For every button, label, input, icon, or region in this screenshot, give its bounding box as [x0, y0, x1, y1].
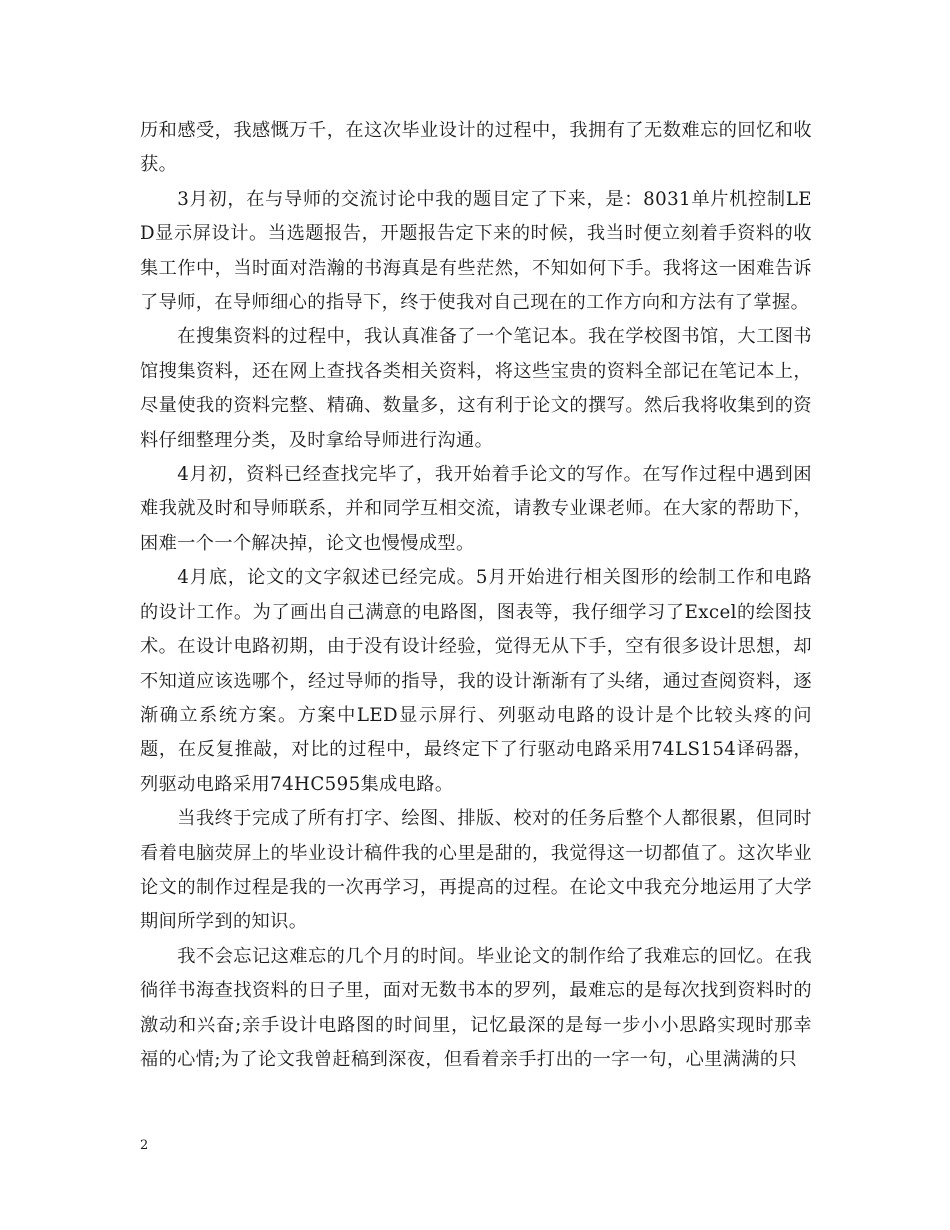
document-body — [140, 114, 812, 1077]
paragraph-6: 当我终于完成了所有打字、绘图、排版、校对的任务后整个人都很累，但同时看着电脑荧屏上的毕业设计稿件我的心里是甜的，我觉得这一切都值了。这次毕业论文的制作过程是我的一次再学习，再提高的过程。在论文中我充分地运用了大学期间所学到的知识。 — [140, 808, 812, 933]
paragraph-1: 历和感受，我感慨万千，在这次毕业设计的过程中，我拥有了无数难忘的回忆和收获。 — [140, 120, 812, 176]
paragraph-2: 3月初，在与导师的交流讨论中我的题目定了下来，是：8031单片机控制LED显示屏设计。当选题报告，开题报告定下来的时候，我当时便立刻着手资料的收集工作中，当时面对浩瀚的书海真是有些茫然，不知如何下手。我将这一困难告诉了导师，在导师细心的指导下，终于使我对自己现在的工作方向和方法有了掌握。 — [140, 188, 812, 314]
paragraph-4: 4月初，资料已经查找完毕了，我开始着手论文的写作。在写作过程中遇到困难我就及时和导师联系，并和同学互相交流，请教专业课老师。在大家的帮助下，困难一个一个解决掉，论文也慢慢成型。 — [140, 464, 812, 554]
paragraph-7: 我不会忘记这难忘的几个月的时间。毕业论文的制作给了我难忘的回忆。在我徜徉书海查找资料的日子里，面对无数书本的罗列，最难忘的是每次找到资料时的激动和兴奋;亲手设计电路图的时间里，记忆最深的是每一步小小思路实现时那幸福的心情;为了论文我曾赶稿到深夜，但看着亲手打出的一字一句，心里满满的只 — [140, 945, 812, 1070]
paragraph-5: 4月底，论文的文字叙述已经完成。5月开始进行相关图形的绘制工作和电路的设计工作。为了画出自己满意的电路图，图表等，我仔细学习了Excel的绘图技术。在设计电路初期，由于没有设计经验，觉得无从下手，空有很多设计思想，却不知道应该选哪个，经过导师的指导，我的设计渐渐有了头绪，通过查阅资料，逐渐确立系统方案。方案中LED显示屏行、列驱动电路的设计是个比较头疼的问题，在反复推敲，对比的过程中，最终定下了行驱动电路采用74LS154译码器，列驱动电路采用74HC595集成电路。 — [140, 567, 812, 795]
paragraph-3: 在搜集资料的过程中，我认真准备了一个笔记本。我在学校图书馆，大工图书馆搜集资料，还在网上查找各类相关资料，将这些宝贵的资料全部记在笔记本上，尽量使我的资料完整、精确、数量多，这有利于论文的撰写。然后我将收集到的资料仔细整理分类，及时拿给导师进行沟通。 — [140, 326, 812, 451]
page-number: 2 — [140, 1138, 149, 1153]
